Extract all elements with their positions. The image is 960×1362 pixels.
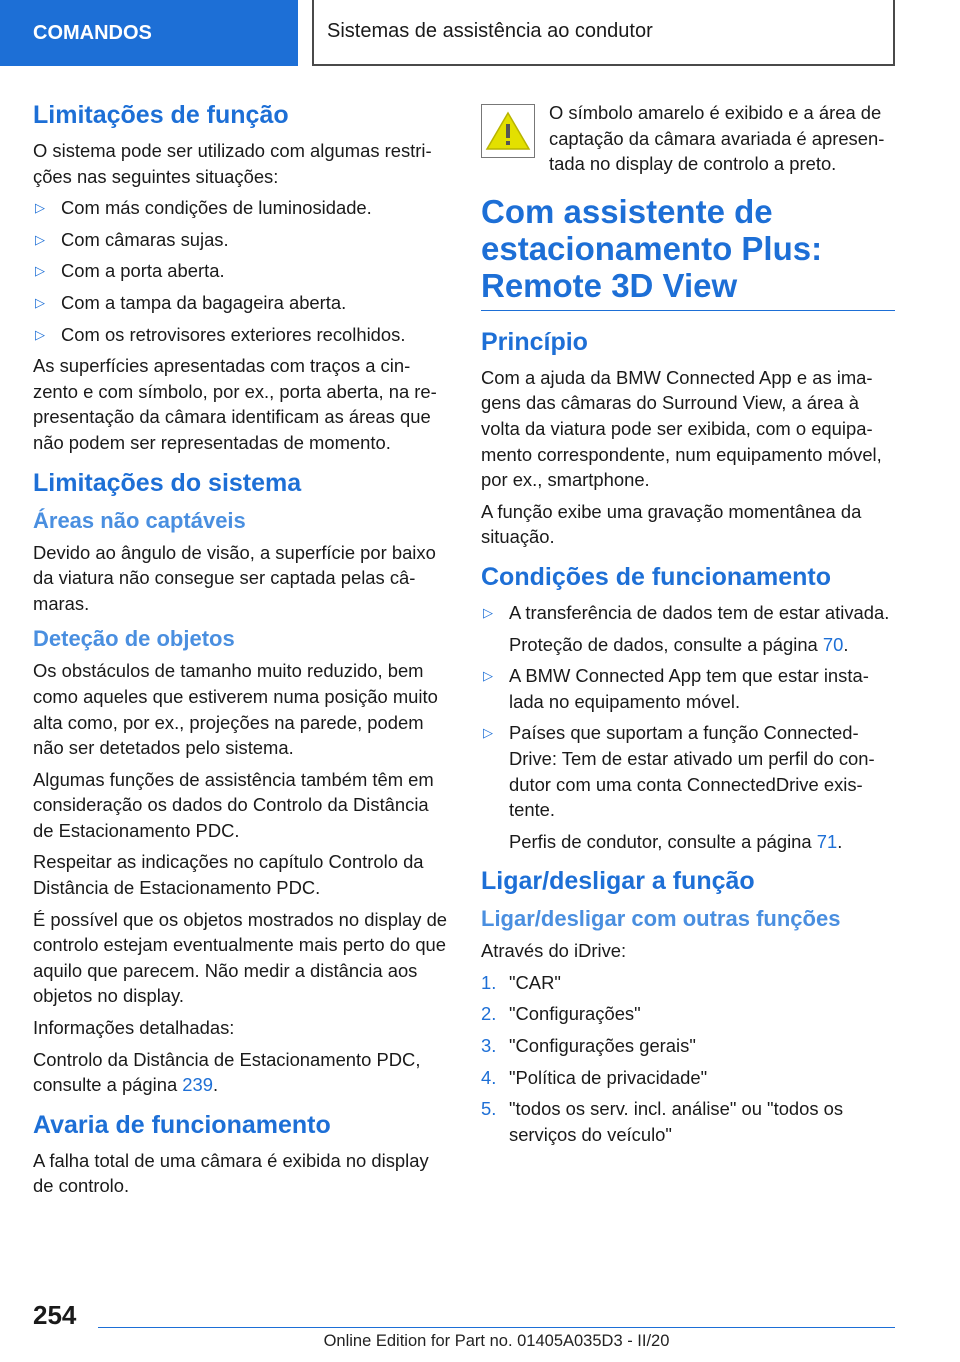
chapter-title: Sistemas de assistência ao condutor [312,0,895,66]
page-header [0,0,960,66]
triangle-bullet-icon: ▷ [35,200,45,216]
footer-divider [98,1327,895,1328]
bullet-list [481,600,895,854]
list-item: ▷ Com câmaras sujas. [33,227,448,253]
paragraph: O símbolo amarelo é exibido e a área de captação da câmara avariada é apresentada no display de controlo a preto. [549,102,885,175]
paragraph: A falha total de uma câmara é exibida no display de controlo. [33,1149,429,1197]
paragraph: Algumas funções de assistência também têm em consideração os dados do Controlo da Distância de Estacionamento PDC. [33,768,434,841]
triangle-bullet-icon: ▷ [35,231,45,247]
page-link-70[interactable]: 70 [822,633,844,655]
list-item: ▷ Com más condições de luminosidade. [33,195,448,221]
paragraph: Devido ao ângulo de visão, a superfície por baixo da viatura não consegue ser captada pelas câmaras. [33,541,436,614]
left-column [33,100,448,1205]
triangle-bullet-icon: ▷ [483,725,493,741]
triangle-bullet-icon: ▷ [483,604,493,620]
list-item: ▷ Com a tampa da bagageira aberta. [33,290,448,316]
heading-ligar-desligar: Ligar/desligar a função [481,867,755,896]
heading-condicoes: Condições de funcionamento [481,562,832,591]
paragraph: Respeitar as indicações no capítulo Controlo da Distância de Estacionamento PDC. [33,851,424,899]
paragraph: É possível que os objetos mostrados no display de controlo estejam eventualmente mais perto do que aquilo que parecem. Não medir a distância aos objetos no display. [33,908,448,1007]
numbered-steps [481,970,895,1148]
heading-principio: Princípio [481,327,588,356]
paragraph: Através do iDrive: [481,940,627,962]
paragraph: Controlo da Distância de Estacionamento PDC, consulte a página 239. [33,1048,421,1096]
main-heading-remote-3d-view: Com assistente de estacionamento Plus: Remote 3D View [481,193,895,311]
page-link-71[interactable]: 71 [816,830,838,852]
paragraph: A função exibe uma gravação momentânea da situação. [481,500,862,548]
paragraph: As superfícies apresentadas com traços a cinzento e com símbolo, por ex., porta aberta, na representação da câmara identificam as áreas que não podem ser representadas de momento. [33,355,437,453]
heading-detecao-objetos: Deteção de objetos [33,626,235,652]
right-column [481,100,895,1153]
warning-note [481,100,895,177]
section-tab: COMANDOS [0,0,298,66]
warning-triangle-icon [481,104,535,158]
list-item: 1. "CAR" [481,971,561,993]
edition-note: Online Edition for Part no. 01405A035D3 - II/20 [323,1332,670,1350]
list-item: ▷ Com os retrovisores exteriores recolhidos. [33,322,448,348]
paragraph: Com a ajuda da BMW Connected App e as imagens das câmaras do Surround View, a área à volta da viatura pode ser exibida, com o equipamento correspondente, num equipamento móvel, por ex., smartphone. [481,366,882,491]
paragraph: Informações detalhadas: [33,1017,235,1039]
list-item: 3. "Configurações gerais" [481,1035,696,1057]
heading-areas-nao-captaveis: Áreas não captáveis [33,507,246,533]
heading-avaria: Avaria de funcionamento [33,1110,331,1139]
list-item: 5. "todos os serv. incl. análise" ou "todos os serviços do veículo" [481,1098,844,1145]
page-footer [0,1300,960,1362]
bullet-list [33,195,448,347]
paragraph: Os obstáculos de tamanho muito reduzido, bem como aqueles que estiverem numa posição muito alta como, por ex., projeções na parede, podem não ser detetados pelo sistema. [33,660,438,759]
paragraph: O sistema pode ser utilizado com algumas restrições nas seguintes situações: [33,140,432,187]
heading-limitacoes-funcao: Limitações de função [33,101,289,129]
triangle-bullet-icon: ▷ [35,263,45,279]
list-item: ▷ A transferência de dados tem de estar ativada. Proteção de dados, consulte a página 70. [483,601,890,655]
triangle-bullet-icon: ▷ [35,294,45,310]
list-item: ▷ Com a porta aberta. [33,258,448,284]
list-item: 4. "Política de privacidade" [481,1066,708,1088]
list-item: 2. "Configurações" [481,1003,641,1025]
list-item: ▷ A BMW Connected App tem que estar instalada no equipamento móvel. [483,665,869,712]
heading-limitacoes-sistema: Limitações do sistema [33,468,302,497]
triangle-bullet-icon: ▷ [483,668,493,684]
page-number: 254 [33,1300,77,1330]
list-item: ▷ Países que suportam a função ConnectedDrive: Tem de estar ativado um perfil do condutor com uma conta ConnectedDrive existente. Perfis de condutor, consulte a página 71. [483,722,875,852]
triangle-bullet-icon: ▷ [35,326,45,342]
page-link-239[interactable]: 239 [182,1074,213,1096]
heading-ligar-outras-funcoes: Ligar/desligar com outras funções [481,906,841,932]
